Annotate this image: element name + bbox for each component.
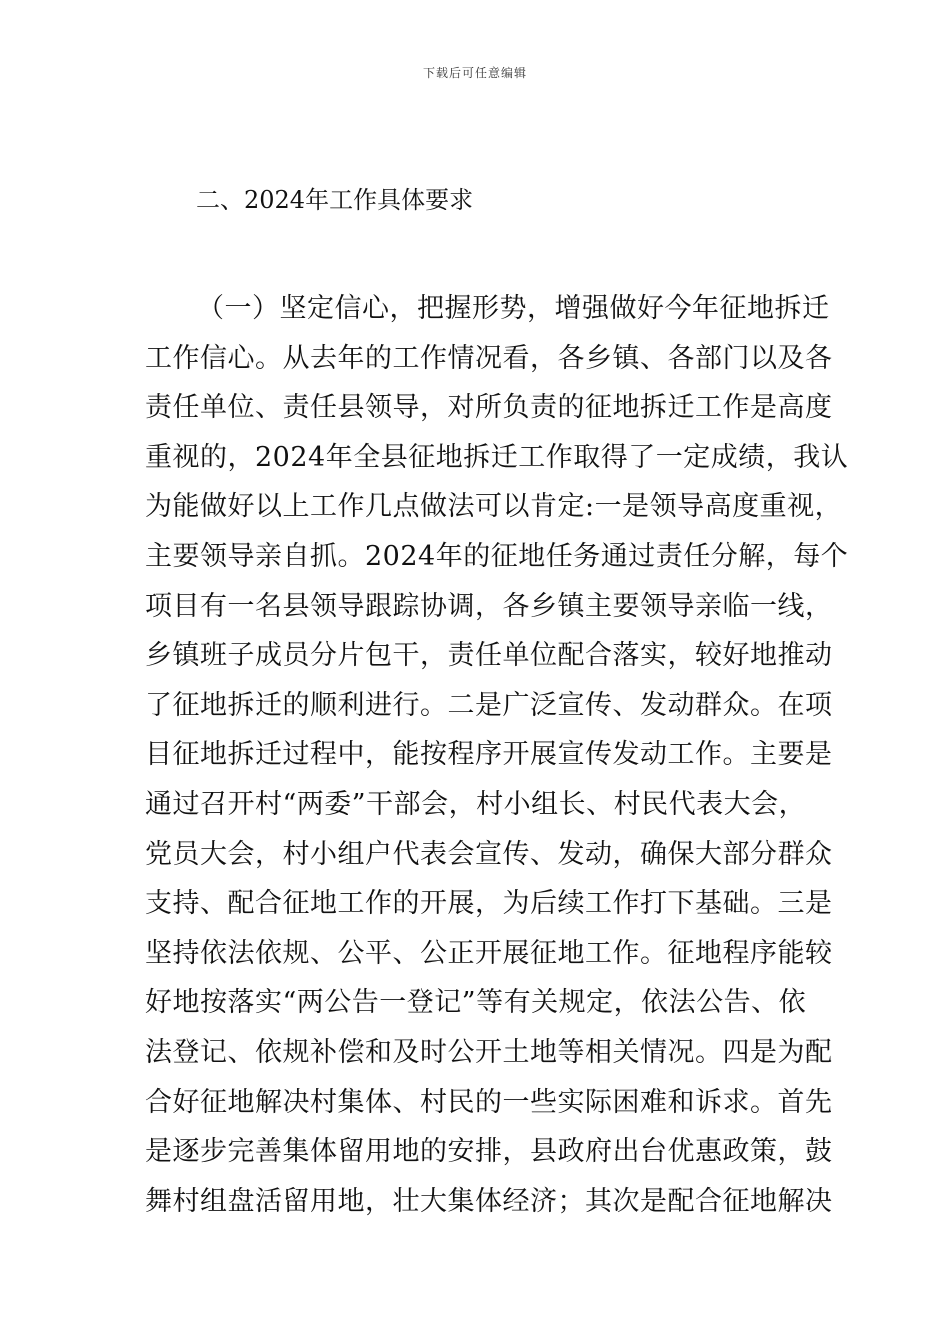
- paragraph-line: 重视的，2024年全县征地拆迁工作取得了一定成绩，我认: [145, 441, 849, 473]
- paragraph-line: 为能做好以上工作几点做法可以肯定:一是领导高度重视，: [145, 491, 843, 523]
- paragraph-line: （一）坚定信心，把握形势，增强做好今年征地拆迁: [197, 293, 830, 324]
- paragraph-line: 坚持依法依规、公平、公正开展征地工作。征地程序能较: [145, 937, 833, 969]
- paragraph-line: 合好征地解决村集体、村民的一些实际困难和诉求。首先: [145, 1086, 833, 1118]
- paragraph-line: 了征地拆迁的顺利进行。二是广泛宣传、发动群众。在项: [145, 689, 833, 721]
- paragraph-line: 舞村组盘活留用地，壮大集体经济；其次是配合征地解决: [145, 1185, 833, 1217]
- paragraph-line: 法登记、依规补偿和及时公开土地等相关情况。四是为配: [145, 1036, 833, 1068]
- paragraph-line: 通过召开村“两委”干部会，村小组长、村民代表大会，: [145, 788, 807, 820]
- paragraph-line: 党员大会，村小组户代表会宣传、发动，确保大部分群众: [145, 838, 833, 870]
- paragraph-line: 目征地拆迁过程中，能按程序开展宣传发动工作。主要是: [145, 739, 833, 771]
- section-heading: 二、2024年工作具体要求: [196, 186, 474, 214]
- paragraph-line: 项目有一名县领导跟踪协调，各乡镇主要领导亲临一线，: [145, 590, 833, 622]
- paragraph-line: 乡镇班子成员分片包干，责任单位配合落实，较好地推动: [145, 640, 833, 672]
- header-watermark: 下载后可任意编辑: [422, 66, 527, 80]
- paragraph-line: 工作信心。从去年的工作情况看，各乡镇、各部门以及各: [145, 342, 833, 374]
- paragraph-line: 好地按落实“两公告一登记”等有关规定，依法公告、依: [145, 987, 807, 1019]
- paragraph-line: 支持、配合征地工作的开展，为后续工作打下基础。三是: [145, 888, 833, 920]
- paragraph-line: 主要领导亲自抓。2024年的征地任务通过责任分解，每个: [145, 540, 849, 572]
- body-paragraph: [145, 284, 849, 1226]
- paragraph-line: 是逐步完善集体留用地的安排，县政府出台优惠政策，鼓: [145, 1136, 833, 1168]
- paragraph-line: 责任单位、责任县领导，对所负责的征地拆迁工作是高度: [145, 392, 833, 424]
